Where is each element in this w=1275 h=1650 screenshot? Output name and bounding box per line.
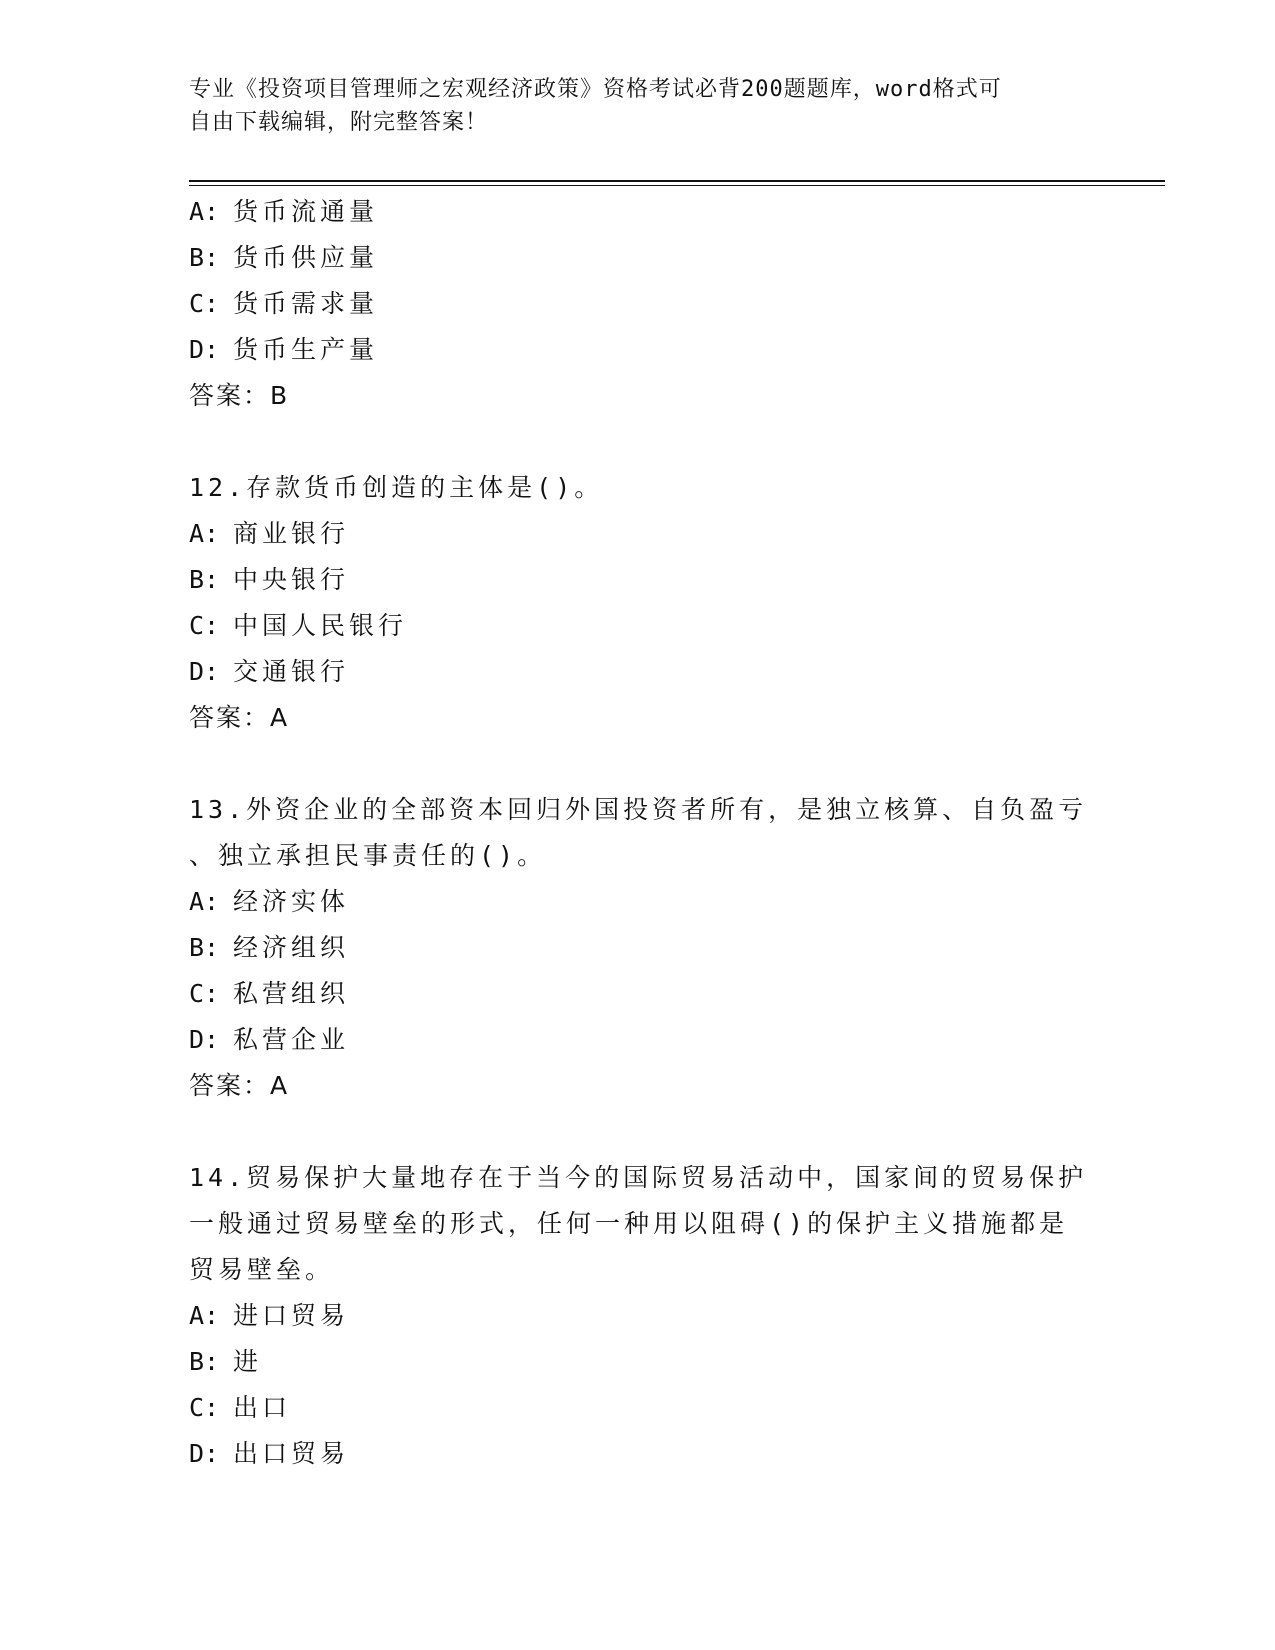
option-text: 经济实体 xyxy=(233,887,350,916)
option-text: 进 xyxy=(233,1347,263,1376)
option-letter: D: xyxy=(189,335,220,364)
option-letter: D: xyxy=(189,1025,220,1054)
option-d xyxy=(189,1431,1089,1477)
option-b xyxy=(189,557,1089,603)
question-stem-line-3: 贸易壁垒。 xyxy=(189,1255,335,1284)
option-text: 货币供应量 xyxy=(233,243,379,272)
option-letter: B: xyxy=(189,565,220,594)
option-letter: A: xyxy=(189,197,220,226)
question-stem: 12.存款货币创造的主体是()。 xyxy=(189,473,604,502)
answer-line: 答案：A xyxy=(189,703,290,732)
option-text: 出口贸易 xyxy=(233,1439,350,1468)
option-a xyxy=(189,1293,1089,1339)
option-text: 交通银行 xyxy=(233,657,350,686)
answer-line: 答案：A xyxy=(189,1071,290,1100)
question-list xyxy=(189,189,1089,1477)
option-letter: A: xyxy=(189,519,220,548)
option-c xyxy=(189,281,1089,327)
option-c xyxy=(189,971,1089,1017)
option-a xyxy=(189,511,1089,557)
option-text: 进口贸易 xyxy=(233,1301,350,1330)
spacer xyxy=(189,419,1089,465)
option-letter: C: xyxy=(189,1393,220,1422)
question-stem-line-1: 14.贸易保护大量地存在于当今的国际贸易活动中，国家间的贸易保护 xyxy=(189,1163,1088,1192)
question-stem-line-1: 13.外资企业的全部资本回归外国投资者所有，是独立核算、自负盈亏 xyxy=(189,795,1088,824)
option-text: 中国人民银行 xyxy=(233,611,408,640)
option-text: 经济组织 xyxy=(233,933,350,962)
answer-line: 答案：B xyxy=(189,381,290,410)
option-d xyxy=(189,649,1089,695)
spacer xyxy=(189,741,1089,787)
option-text: 货币生产量 xyxy=(233,335,379,364)
option-text: 私营企业 xyxy=(233,1025,350,1054)
header-rule-thick xyxy=(189,180,1165,182)
question-11 xyxy=(189,189,1089,419)
option-letter: B: xyxy=(189,933,220,962)
question-stem-line-2: 、独立承担民事责任的()。 xyxy=(189,841,547,870)
option-letter: A: xyxy=(189,1301,220,1330)
option-text: 私营组织 xyxy=(233,979,350,1008)
option-letter: D: xyxy=(189,657,220,686)
option-letter: C: xyxy=(189,611,220,640)
option-d xyxy=(189,1017,1089,1063)
option-text: 中央银行 xyxy=(233,565,350,594)
spacer xyxy=(189,1109,1089,1155)
option-c xyxy=(189,603,1089,649)
question-12 xyxy=(189,465,1089,741)
option-text: 商业银行 xyxy=(233,519,350,548)
header-line-1: 专业《投资项目管理师之宏观经济政策》资格考试必背200题题库，word格式可 xyxy=(189,77,1002,102)
option-d xyxy=(189,327,1089,373)
option-text: 货币流通量 xyxy=(233,197,379,226)
option-a xyxy=(189,879,1089,925)
option-a xyxy=(189,189,1089,235)
question-13 xyxy=(189,787,1089,1109)
option-letter: C: xyxy=(189,979,220,1008)
option-b xyxy=(189,235,1089,281)
option-b xyxy=(189,1339,1089,1385)
option-b xyxy=(189,925,1089,971)
option-letter: B: xyxy=(189,1347,220,1376)
header-rule-thin xyxy=(189,185,1165,186)
option-text: 出口 xyxy=(233,1393,292,1422)
header-line-2: 自由下载编辑，附完整答案！ xyxy=(189,110,489,135)
question-stem-line-2: 一般通过贸易壁垒的形式，任何一种用以阻碍()的保护主义措施都是 xyxy=(189,1209,1069,1238)
option-c xyxy=(189,1385,1089,1431)
document-header xyxy=(189,73,1089,139)
option-letter: A: xyxy=(189,887,220,916)
option-letter: D: xyxy=(189,1439,220,1468)
option-letter: B: xyxy=(189,243,220,272)
question-14 xyxy=(189,1155,1089,1477)
option-text: 货币需求量 xyxy=(233,289,379,318)
option-letter: C: xyxy=(189,289,220,318)
